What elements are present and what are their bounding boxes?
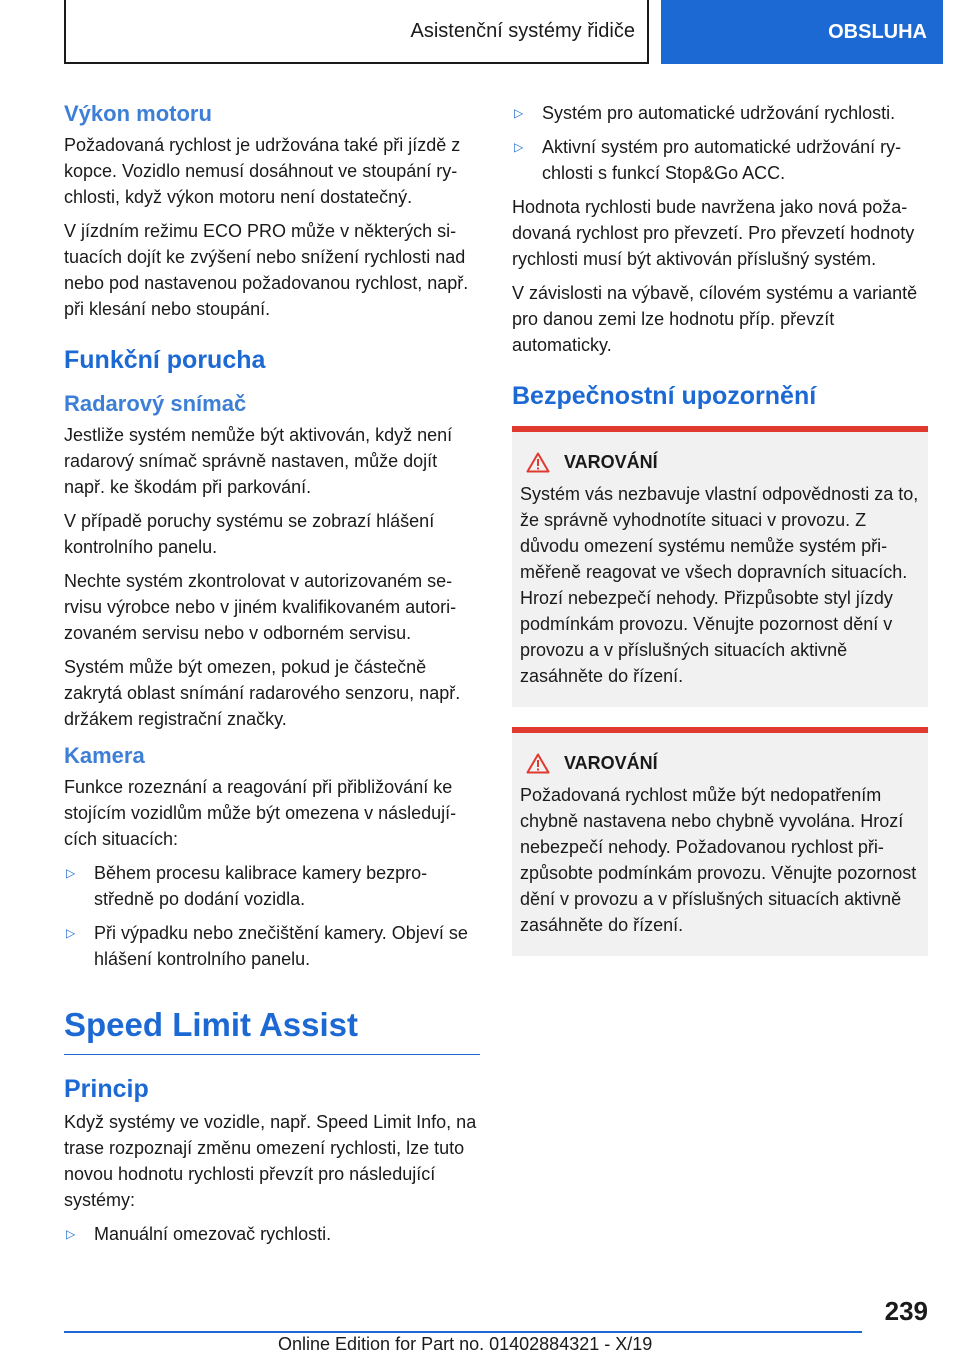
header-section-title: Asistenční systémy řidiče <box>410 19 635 42</box>
page-number: 239 <box>884 1296 928 1326</box>
list-item: ▷ Při výpadku nebo znečištění kamery. Objeví se hlášení kontrolního panelu. <box>66 923 468 969</box>
header-tab[interactable] <box>661 0 943 64</box>
list-item: ▷ Manuální omezovač rychlosti. <box>66 1224 332 1244</box>
paragraph: Když systémy ve vozidle, např. Speed Limit Info, na trase rozpoznají změnu omezení rychlosti, lze tuto novou hodnotu rychlosti převzít pro následující systémy: <box>64 1112 477 1210</box>
paragraph: Jestliže systém nemůže být aktivován, když není radarový snímač správně nastaven, může dojít např. ke škodám při parkování. <box>64 425 453 497</box>
paragraph: Hodnota rychlosti bude navržena jako nová požadovaná rychlost pro převzetí. Pro převzetí hodnoty rychlosti musí být aktivován příslušný systém. <box>512 197 915 269</box>
triangle-right-icon: ▷ <box>66 866 76 880</box>
warning-box <box>512 727 928 956</box>
bullet-list <box>512 100 928 186</box>
header-tab-label: OBSLUHA <box>828 20 927 43</box>
heading-princip: Princip <box>64 1075 149 1103</box>
bullet-list <box>64 1221 480 1247</box>
warning-text: Systém vás nezbavuje vlastní odpovědnosti za to, že správně vyhodnotíte situaci v provozu. Z důvodu omezení systému nemůže systém přiměřeně reagovat ve všech dopravních situacích. Hrozí nebezpečí nehody. Přizpůsobte styl jízdy podmínkám provozu. Věnujte pozornost dění v provozu a v příslušných situacích aktivně zasáhněte do řízení. <box>520 484 919 686</box>
paragraph: Systém může být omezen, pokud je částečně zakrytá oblast snímání radarového senzoru, např. držákem registrační značky. <box>64 657 461 729</box>
heading-speed-limit-assist: Speed Limit Assist <box>64 1004 480 1055</box>
footer-edition: Online Edition for Part no. 01402884321 - X/19 <box>278 1334 653 1354</box>
warning-header <box>520 452 920 473</box>
triangle-right-icon: ▷ <box>66 926 76 940</box>
warning-triangle-icon <box>526 753 550 774</box>
header-section <box>64 0 649 64</box>
warning-label: VAROVÁNÍ <box>564 753 658 773</box>
heading-kamera: Kamera <box>64 743 145 768</box>
right-column <box>512 100 928 976</box>
warning-header <box>520 753 920 774</box>
list-item: ▷ Systém pro automatické udržování rychlosti. <box>514 103 896 123</box>
triangle-right-icon: ▷ <box>66 1227 76 1241</box>
paragraph: V závislosti na výbavě, cílovém systému a variantě pro danou zemi lze hodnotu příp. převzít automaticky. <box>512 283 918 355</box>
heading-funkcni-porucha: Funkční porucha <box>64 346 266 374</box>
heading-vykon-motoru: Výkon motoru <box>64 101 212 126</box>
heading-radarovy-snimac: Radarový snímač <box>64 391 247 416</box>
list-item: ▷ Během procesu kalibrace kamery bezprostředně po dodání vozidla. <box>66 863 428 909</box>
paragraph: Nechte systém zkontrolovat v autorizovaném servisu výrobce nebo v jiném kvalifikovaném autorizovaném servisu nebo v odborném servisu. <box>64 571 457 643</box>
warning-box <box>512 426 928 707</box>
paragraph: V jízdním režimu ECO PRO může v některých situacích dojít ke zvýšení nebo snížení rychlosti nad nebo pod nastavenou požadovanou rychlost, např. při klesání nebo stoupání. <box>64 221 469 319</box>
paragraph: Funkce rozeznání a reagování při přibližování ke stojícím vozidlům může být omezena v následujících situacích: <box>64 777 457 849</box>
warning-text: Požadovaná rychlost může být nedopatřením chybně nastavena nebo chybně vyvolána. Hrozí nebezpečí nehody. Požadovanou rychlost přizpůsobte podmínkám provozu. Věnujte pozornost dění v provozu a v příslušných situacích aktivně zasáhněte do řízení. <box>520 785 917 935</box>
footer-divider <box>64 1331 862 1333</box>
warning-triangle-icon <box>526 452 550 473</box>
paragraph: V případě poruchy systému se zobrazí hlášení kontrolního panelu. <box>64 511 435 557</box>
heading-bezpecnostni-upozorneni: Bezpečnostní upozornění <box>512 382 817 410</box>
paragraph: Požadovaná rychlost je udržována také při jízdě z kopce. Vozidlo nemusí dosáhnout ve stoupání rychlosti, když výkon motoru není dostatečný. <box>64 135 461 207</box>
triangle-right-icon: ▷ <box>514 140 524 154</box>
warning-label: VAROVÁNÍ <box>564 452 658 472</box>
bullet-list <box>64 860 480 972</box>
list-item: ▷ Aktivní systém pro automatické udržování rychlosti s funkcí Stop&Go ACC. <box>514 137 902 183</box>
triangle-right-icon: ▷ <box>514 106 524 120</box>
left-column <box>64 100 480 1255</box>
